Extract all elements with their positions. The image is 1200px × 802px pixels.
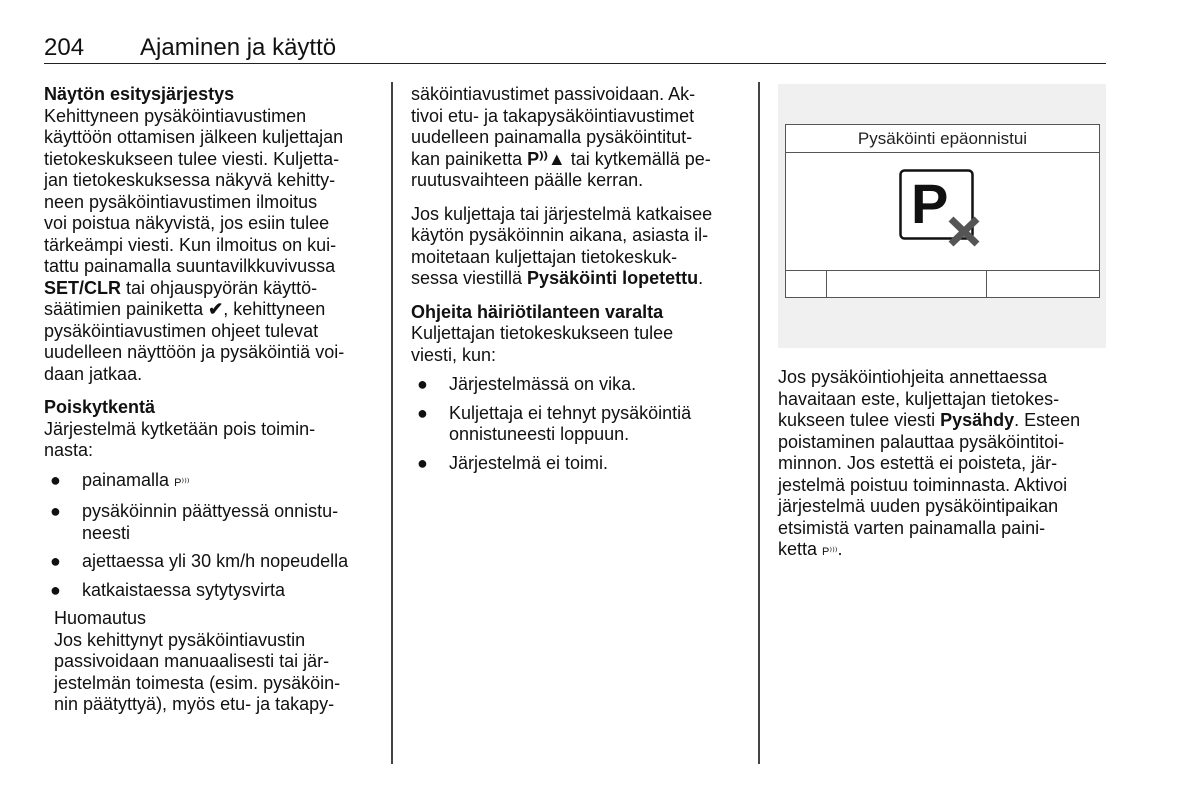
- text-line: käytön pysäköinnin aikana, asiasta il-: [411, 225, 709, 245]
- text-line: Jos kehittynyt pysäköintiavustin: [54, 629, 306, 650]
- bullet-icon: ●: [417, 452, 428, 473]
- divider: [826, 271, 827, 297]
- svg-text:P: P: [911, 172, 949, 235]
- text-span: tai ohjauspyörän käyttö-: [121, 277, 318, 298]
- display-message: Pysäköinti epäonnistui: [786, 125, 1099, 153]
- text-line: passivoidaan manuaalisesti tai jär-: [54, 651, 330, 671]
- text-span: kukseen tulee viesti: [778, 410, 941, 430]
- text-span: sessa viestillä: [411, 268, 528, 288]
- bullet-icon: ●: [417, 402, 428, 423]
- text-line: daan jatkaa.: [44, 363, 143, 384]
- text-line: käyttöön ottamisen jälkeen kuljettajan: [44, 127, 344, 147]
- text-line: Järjestelmä kytketään pois toimin-: [44, 418, 316, 439]
- text-line: tietokeskukseen tulee viesti. Kuljetta-: [44, 148, 340, 169]
- text-line: Jos kuljettaja tai järjestelmä katkaisee: [411, 203, 713, 224]
- text-span: kan painiketta: [411, 148, 528, 169]
- text-line: jestelmä poistuu toiminnasta. Aktivoi: [778, 474, 1068, 495]
- text-span: .: [698, 268, 704, 288]
- text-line: onnistuneesti loppuun.: [449, 424, 630, 444]
- list-item: [44, 470, 384, 495]
- text-line: minnon. Jos estettä ei poisteta, jär-: [778, 453, 1058, 473]
- text-line: nasta:: [44, 440, 94, 460]
- column-3: [778, 367, 1108, 564]
- bullet-icon: ●: [50, 469, 61, 490]
- text-span: Järjestelmä ei toimi.: [449, 452, 609, 473]
- checkmark-icon: ✔: [208, 299, 224, 319]
- text-line: [411, 268, 751, 290]
- info-display-screen: [785, 124, 1100, 298]
- display-bottom-bar: [786, 270, 1099, 297]
- text-line: tivoi etu- ja takapysäköintiavustimet: [411, 105, 695, 126]
- text-line: Jos pysäköintiohjeita annettaessa: [778, 367, 1048, 387]
- text-line: [778, 539, 1108, 564]
- message-term: Pysähdy: [940, 410, 1015, 430]
- deactivation-list: [44, 470, 384, 602]
- page-number: 204: [44, 34, 85, 61]
- section-heading-deactivation: Poiskytkentä: [44, 397, 156, 417]
- list-item: [411, 374, 751, 396]
- bullet-icon: ●: [417, 374, 428, 394]
- text-line: [411, 149, 751, 171]
- text-line: poistaminen palauttaa pysäköintitoi-: [778, 431, 1065, 452]
- text-line: järjestelmä uuden pysäköintipaikan: [778, 496, 1059, 516]
- text-span: katkaistaessa sytytysvirta: [82, 579, 286, 600]
- text-span: painamalla: [82, 469, 175, 490]
- page-header: [44, 30, 1106, 64]
- display-illustration: [778, 84, 1106, 348]
- fault-list: [411, 374, 751, 474]
- text-line: uudelleen näyttöön ja pysäköintiä voi-: [44, 342, 345, 362]
- column-2: [411, 84, 751, 481]
- message-term: Pysäköinti lopetettu: [527, 268, 699, 288]
- list-item: [44, 580, 384, 602]
- text-line: neesti: [82, 522, 131, 543]
- list-item: [411, 403, 751, 446]
- bullet-icon: ●: [50, 579, 61, 600]
- text-line: [778, 410, 1108, 432]
- page-title: Ajaminen ja käyttö: [140, 34, 337, 61]
- column-divider-2: [758, 82, 760, 764]
- text-line: säköintiavustimet passivoidaan. Ak-: [411, 84, 696, 104]
- text-line: havaitaan este, kuljettajan tietokes-: [778, 388, 1060, 409]
- text-line: uudelleen painamalla pysäköintitut-: [411, 127, 693, 147]
- section-heading-fault: Ohjeita häiriötilanteen varalta: [411, 301, 664, 322]
- text-line: [44, 299, 384, 321]
- divider: [986, 271, 987, 297]
- text-line: etsimistä varten painamalla paini-: [778, 517, 1046, 538]
- text-span: . Esteen: [1014, 410, 1081, 430]
- park-assist-button-icon: P⁾⁾⁾: [174, 476, 190, 489]
- text-line: pysäköintiavustimen ohjeet tulevat: [44, 320, 319, 341]
- text-line: pysäköinnin päättyessä onnistu-: [82, 501, 339, 521]
- column-1: [44, 84, 384, 716]
- text-span: ketta: [778, 539, 823, 559]
- text-line: Kehittyneen pysäköintiavustimen: [44, 105, 307, 126]
- text-line: ruutusvaihteen päälle kerran.: [411, 170, 644, 190]
- text-line: tärkeämpi viesti. Kun ilmoitus on kui-: [44, 234, 337, 255]
- park-assist-button-icon: P⁾⁾▲: [527, 148, 566, 169]
- text-line: Kuljettajan tietokeskukseen tulee: [411, 323, 674, 343]
- text-line: voi poistua näkyvistä, jos esiin tulee: [44, 213, 330, 233]
- text-line: nin päätyttyä), myös etu- ja takapy-: [54, 694, 335, 714]
- text-line: jan tietokeskuksessa näkyvä kehitty-: [44, 170, 336, 190]
- text-span: , kehittyneen: [223, 299, 326, 319]
- section-heading-display-order: Näytön esitysjärjestys: [44, 84, 235, 104]
- text-span: .: [837, 539, 843, 559]
- text-line: [44, 278, 384, 300]
- note-box: [44, 608, 384, 716]
- list-item: [411, 453, 751, 475]
- text-span: säätimien painiketta: [44, 299, 209, 319]
- bullet-icon: ●: [50, 501, 61, 521]
- list-item: [44, 551, 384, 573]
- list-item: [44, 501, 384, 544]
- column-divider-1: [391, 82, 393, 764]
- text-line: tattu painamalla suuntavilkkuvivussa: [44, 256, 336, 276]
- park-assist-button-icon: P⁾⁾⁾: [822, 546, 838, 558]
- text-span: ajettaessa yli 30 km/h nopeudella: [82, 551, 349, 571]
- set-clr-term: SET/CLR: [44, 277, 122, 298]
- text-line: moitetaan kuljettajan tietokeskuk-: [411, 246, 678, 267]
- text-line: jestelmän toimesta (esim. pysäköin-: [54, 672, 341, 693]
- bullet-icon: ●: [50, 551, 61, 571]
- text-line: viesti, kun:: [411, 344, 497, 365]
- text-span: tai kytkemällä pe-: [565, 148, 711, 169]
- text-line: neen pysäköintiavustimen ilmoitus: [44, 191, 318, 212]
- text-line: Kuljettaja ei tehnyt pysäköintiä: [449, 402, 692, 423]
- text-span: Järjestelmässä on vika.: [449, 374, 637, 394]
- parking-failed-icon: [899, 169, 985, 247]
- note-heading: Huomautus: [54, 608, 147, 628]
